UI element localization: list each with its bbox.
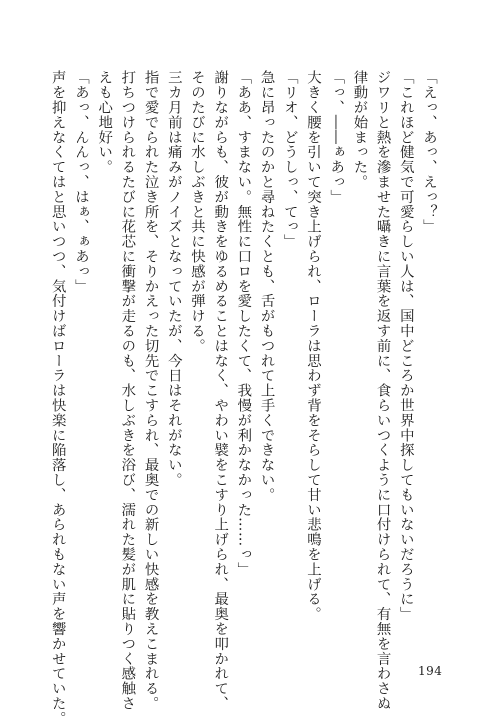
text-line: 指で愛でられた泣き所を、そりかえった切先でこすられ、最奥での新しい快感を教えこまれる。 xyxy=(142,70,159,711)
text-line: 「あっ、んんっ、はぁ、ぁあっ」 xyxy=(72,70,89,294)
text-line: 三カ月前は痛みがノイズとなっていたが、今日はそれがない。 xyxy=(165,70,182,488)
text-line: 「えっ、あっ、えっ？」 xyxy=(421,70,437,234)
text-line: 「っ、――ぁあっ」 xyxy=(328,70,345,205)
page-number: 194 xyxy=(418,664,443,678)
text-line: 「これほど健気で可愛らしい人は、国中どころか世界中探してもいないだろうに」 xyxy=(397,70,414,622)
text-line: 「ああ、すまない。無性に口ロを愛したくて、我慢が利かなかった……っ」 xyxy=(235,70,252,577)
text-line: 謝りながらも、彼が動きをゆるめることはなく、やわい襞をこすり上げられ、最奥を叩かれて、 xyxy=(212,70,229,711)
text-line: 大きく腰を引いて突き上げられ、ローラは思わず背をそらして甘い悲鳴を上げる。 xyxy=(304,70,321,622)
text-line: 律動が始まった。 xyxy=(351,70,368,190)
text-line: 「リオ、どうしっ、てっ」 xyxy=(281,70,298,249)
text-line: えも心地好い。 xyxy=(96,70,113,175)
text-line: そのたびに水しぶきと共に快感が弾ける。 xyxy=(188,70,205,354)
text-line: 声を抑えなくてはと思いつつ、気付けばローラは快楽に陥落し、あられもない声を響かせていた。 xyxy=(49,70,66,726)
text-line: 急に昂ったのかと尋ねたくとも、舌がもつれて上手くできない。 xyxy=(258,70,275,503)
text-line: 打ちつけられるたびに花芯に衝撃が走るのも、水しぶきを浴び、濡れた髪が肌に貼りつく感触さ xyxy=(119,70,136,711)
text-line: ジワリと熱を滲ませた囁きに言葉を返す前に、食らいつくように口付けられて、有無を言わさぬ xyxy=(374,70,391,711)
